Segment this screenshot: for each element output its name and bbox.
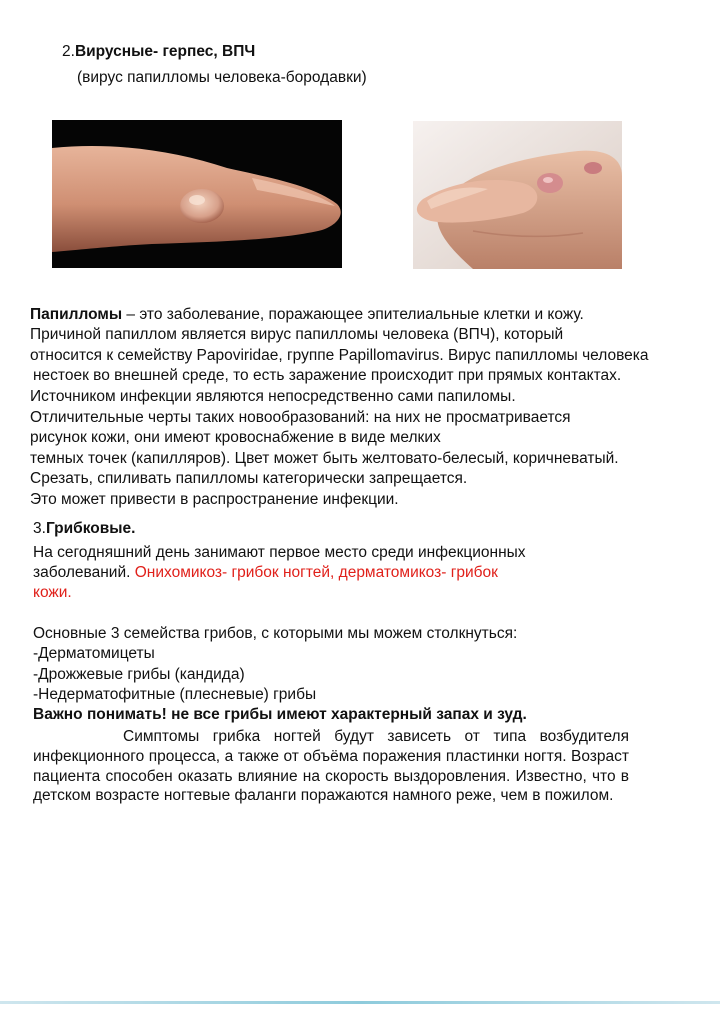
family-item-3: -Недерматофитные (плесневые) грибы bbox=[33, 686, 317, 703]
section3-intro-3: кожи. bbox=[33, 584, 72, 601]
papilloma-line-7: рисунок кожи, они имеют кровоснабжение в виде мелких bbox=[30, 429, 441, 446]
section3-intro-1: На сегодняшний день занимают первое место среди инфекционных bbox=[33, 544, 526, 561]
papilloma-line-8: темных точек (капилляров). Цвет может быть желтовато-белесый, коричневатый. bbox=[30, 450, 619, 467]
papilloma-line-4: нестоек во внешней среде, то есть заражение происходит при прямых контактах. bbox=[33, 367, 622, 384]
bottom-divider bbox=[0, 1001, 720, 1004]
papilloma-term: Папилломы bbox=[30, 306, 123, 323]
section2-number: 2. bbox=[62, 43, 75, 60]
section3-title: Грибковые. bbox=[45, 520, 136, 537]
family-item-1: -Дерматомицеты bbox=[33, 645, 155, 662]
section2-subtitle: (вирус папилломы человека-бородавки) bbox=[77, 69, 367, 86]
papilloma-line-6: Отличительные черты таких новообразований: на них не просматривается bbox=[30, 409, 571, 426]
papilloma-line-3: относится к семейству Papoviridae, группе Papillomavirus. Вирус папилломы человека bbox=[30, 347, 649, 364]
papilloma-definition: – это заболевание, поражающее эпителиальные клетки и кожу. bbox=[122, 306, 584, 323]
section3-intro-2 bbox=[33, 563, 498, 582]
section3-intro-2-text: заболеваний. bbox=[33, 564, 135, 581]
section2-title: Вирусные- герпес, ВПЧ bbox=[74, 43, 256, 60]
finger-wart-illustration bbox=[52, 120, 342, 268]
section3-number: 3. bbox=[33, 520, 46, 537]
hand-papilloma-photo bbox=[413, 121, 622, 269]
papilloma-line-10: Это может привести в распространение инфекции. bbox=[30, 491, 399, 508]
papilloma-line-1 bbox=[30, 305, 584, 324]
hand-papilloma-illustration bbox=[413, 121, 622, 269]
papilloma-line-2: Причиной папиллом является вирус папилломы человека (ВПЧ), который bbox=[30, 326, 564, 343]
symptoms-paragraph: Симптомы грибка ногтей будут зависеть от типа возбудителя инфекционного процесса, а также от объёма поражения пластинки ногтя. Возраст пациента способен оказать влияние на скорость выздоровления. Известно, что в детском возрасте ногтевые фаланги поражаются намного реже, чем в пожилом. bbox=[33, 728, 629, 805]
section3-heading bbox=[33, 519, 135, 538]
family-item-2: -Дрожжевые грибы (кандида) bbox=[33, 666, 245, 683]
section2-heading bbox=[62, 42, 255, 61]
papilloma-line-5: Источником инфекции являются непосредственно сами папиломы. bbox=[30, 388, 516, 405]
families-heading: Основные 3 семейства грибов, с которыми мы можем столкнуться: bbox=[33, 625, 518, 642]
finger-wart-photo bbox=[52, 120, 342, 268]
section3-highlight: Онихомикоз- грибок ногтей, дерматомикоз- грибок bbox=[134, 564, 498, 581]
important-note: Важно понимать! не все грибы имеют характерный запах и зуд. bbox=[33, 706, 527, 723]
papilloma-line-9: Срезать, спиливать папилломы категорически запрещается. bbox=[30, 470, 468, 487]
